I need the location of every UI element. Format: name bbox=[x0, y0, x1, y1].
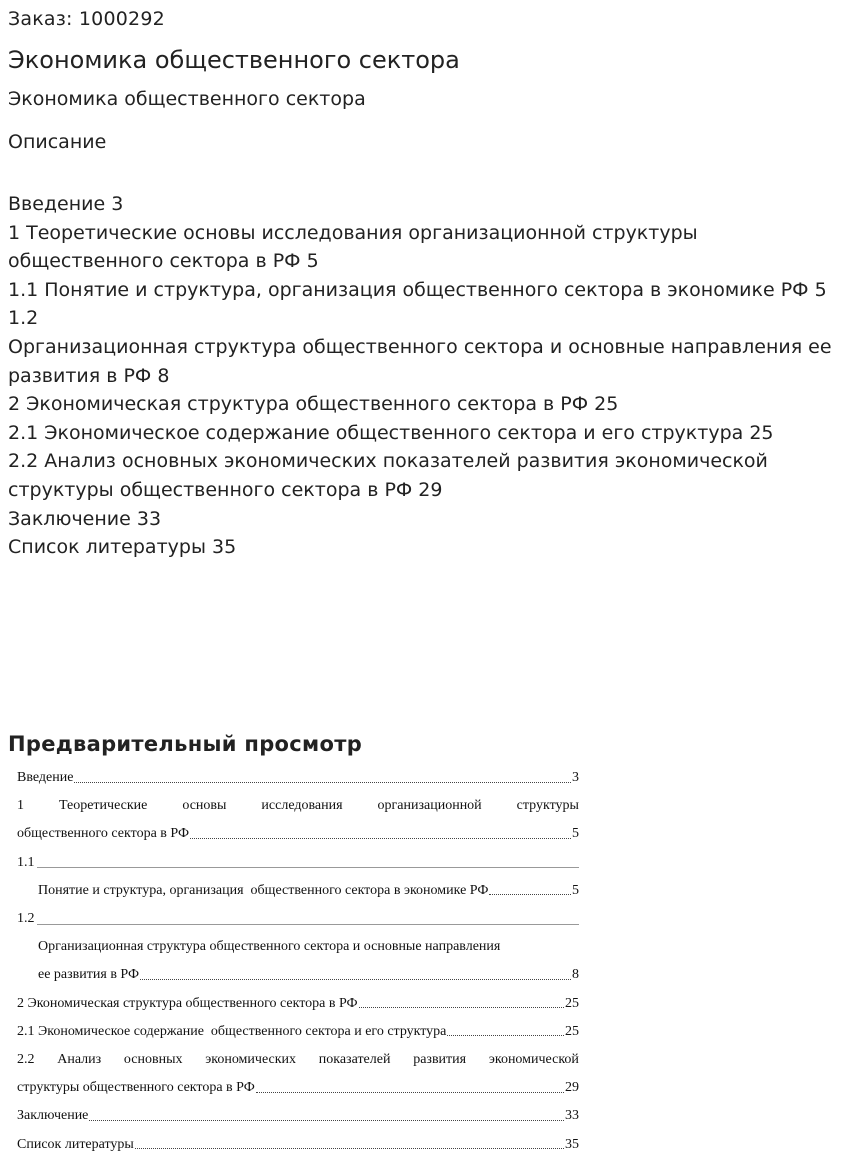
dot-leader bbox=[74, 782, 571, 783]
preview-row bbox=[17, 990, 579, 1018]
preview-page-number: 29 bbox=[565, 1080, 579, 1096]
order-number: Заказ: 1000292 bbox=[8, 8, 165, 30]
preview-row bbox=[17, 933, 579, 961]
preview-row bbox=[17, 961, 579, 989]
preview-page-number: 25 bbox=[565, 1023, 579, 1039]
dot-leader bbox=[489, 894, 571, 895]
rule-line bbox=[37, 867, 580, 868]
preview-row bbox=[17, 1018, 579, 1046]
table-of-contents bbox=[8, 190, 840, 562]
dot-leader bbox=[89, 1120, 564, 1121]
preview-page-number: 25 bbox=[565, 995, 579, 1011]
toc-item: Введение 3 bbox=[8, 193, 124, 215]
toc-item: 1.1 Понятие и структура, организация общественного сектора в экономике РФ 5 bbox=[8, 278, 827, 301]
dot-leader bbox=[256, 1092, 564, 1093]
preview-page-number: 35 bbox=[565, 1136, 579, 1152]
preview-word: Теоретические bbox=[58, 798, 148, 814]
preview-entry-text: 2.1 Экономическое содержание общественного сектора и его структура bbox=[17, 1023, 447, 1039]
preview-page-number: 5 bbox=[572, 882, 579, 898]
preview-word: экономической bbox=[488, 1051, 579, 1067]
preview-word: 2.2 bbox=[17, 1051, 35, 1067]
preview-word: развития bbox=[413, 1051, 467, 1067]
preview-row bbox=[17, 849, 579, 877]
document-preview bbox=[17, 764, 579, 1159]
page-subtitle: Экономика общественного сектора bbox=[8, 88, 366, 110]
preview-row bbox=[17, 1046, 579, 1074]
preview-row bbox=[17, 905, 579, 933]
page-title: Экономика общественного сектора bbox=[8, 46, 460, 74]
toc-item: 2.1 Экономическое содержание общественного сектора и его структура 25 bbox=[8, 421, 774, 444]
preview-page-number: 33 bbox=[565, 1108, 579, 1124]
preview-entry-text: Организационная структура общественного сектора и основные направления bbox=[38, 939, 501, 955]
rule-line bbox=[37, 924, 580, 925]
preview-entry-number: 1.1 bbox=[17, 854, 35, 870]
preview-entry-text: Введение bbox=[17, 770, 74, 786]
toc-item: 2 Экономическая структура общественного сектора в РФ 25 bbox=[8, 393, 619, 416]
preview-row bbox=[17, 820, 579, 848]
dot-leader bbox=[140, 979, 571, 980]
toc-item: 2.2 Анализ основных экономических показателей развития экономической структуры общественного сектора в РФ 29 bbox=[8, 450, 768, 501]
preview-word: Анализ bbox=[57, 1051, 102, 1067]
toc-item: Список литературы 35 bbox=[8, 536, 237, 559]
description-label: Описание bbox=[8, 131, 107, 153]
preview-row bbox=[17, 764, 579, 792]
preview-word: структуры bbox=[516, 798, 579, 814]
preview-row bbox=[17, 1102, 579, 1130]
preview-word: экономических bbox=[205, 1051, 297, 1067]
preview-page-number: 5 bbox=[572, 826, 579, 842]
preview-entry-number: 1.2 bbox=[17, 911, 35, 927]
justified-line bbox=[17, 1052, 579, 1068]
preview-page-number: 3 bbox=[572, 770, 579, 786]
preview-row bbox=[17, 792, 579, 820]
preview-row bbox=[17, 1130, 579, 1158]
preview-entry-text: общественного сектора в РФ bbox=[17, 826, 189, 842]
toc-item: 1.2 bbox=[8, 307, 39, 330]
toc-item: 1 Теоретические основы исследования организационной структуры общественного сектора в РФ 5 bbox=[8, 221, 698, 273]
dot-leader bbox=[190, 838, 571, 839]
preview-word: 1 bbox=[17, 798, 24, 814]
dot-leader bbox=[447, 1035, 564, 1036]
toc-item: Заключение 33 bbox=[8, 507, 162, 530]
preview-entry-text: структуры общественного сектора в РФ bbox=[17, 1080, 255, 1096]
preview-word: показателей bbox=[318, 1051, 391, 1067]
preview-entry-text: 2 Экономическая структура общественного сектора в РФ bbox=[17, 995, 358, 1011]
preview-page-number: 8 bbox=[572, 967, 579, 983]
preview-word: исследования bbox=[261, 798, 343, 814]
preview-heading: Предварительный просмотр bbox=[8, 732, 363, 756]
justified-line bbox=[17, 798, 579, 814]
preview-word: основных bbox=[123, 1051, 183, 1067]
preview-row bbox=[17, 877, 579, 905]
dot-leader bbox=[359, 1007, 564, 1008]
preview-entry-text: Заключение bbox=[17, 1108, 89, 1124]
preview-row bbox=[17, 1074, 579, 1102]
preview-entry-text: ее развития в РФ bbox=[38, 967, 140, 983]
preview-entry-text: Список литературы bbox=[17, 1136, 134, 1152]
preview-entry-text: Понятие и структура, организация общественного сектора в экономике РФ bbox=[38, 882, 489, 898]
dot-leader bbox=[135, 1148, 564, 1149]
preview-word: организационной bbox=[377, 798, 482, 814]
preview-word: основы bbox=[182, 798, 227, 814]
toc-item: Организационная структура общественного сектора и основные направления ее развития в РФ 8 bbox=[8, 335, 832, 387]
